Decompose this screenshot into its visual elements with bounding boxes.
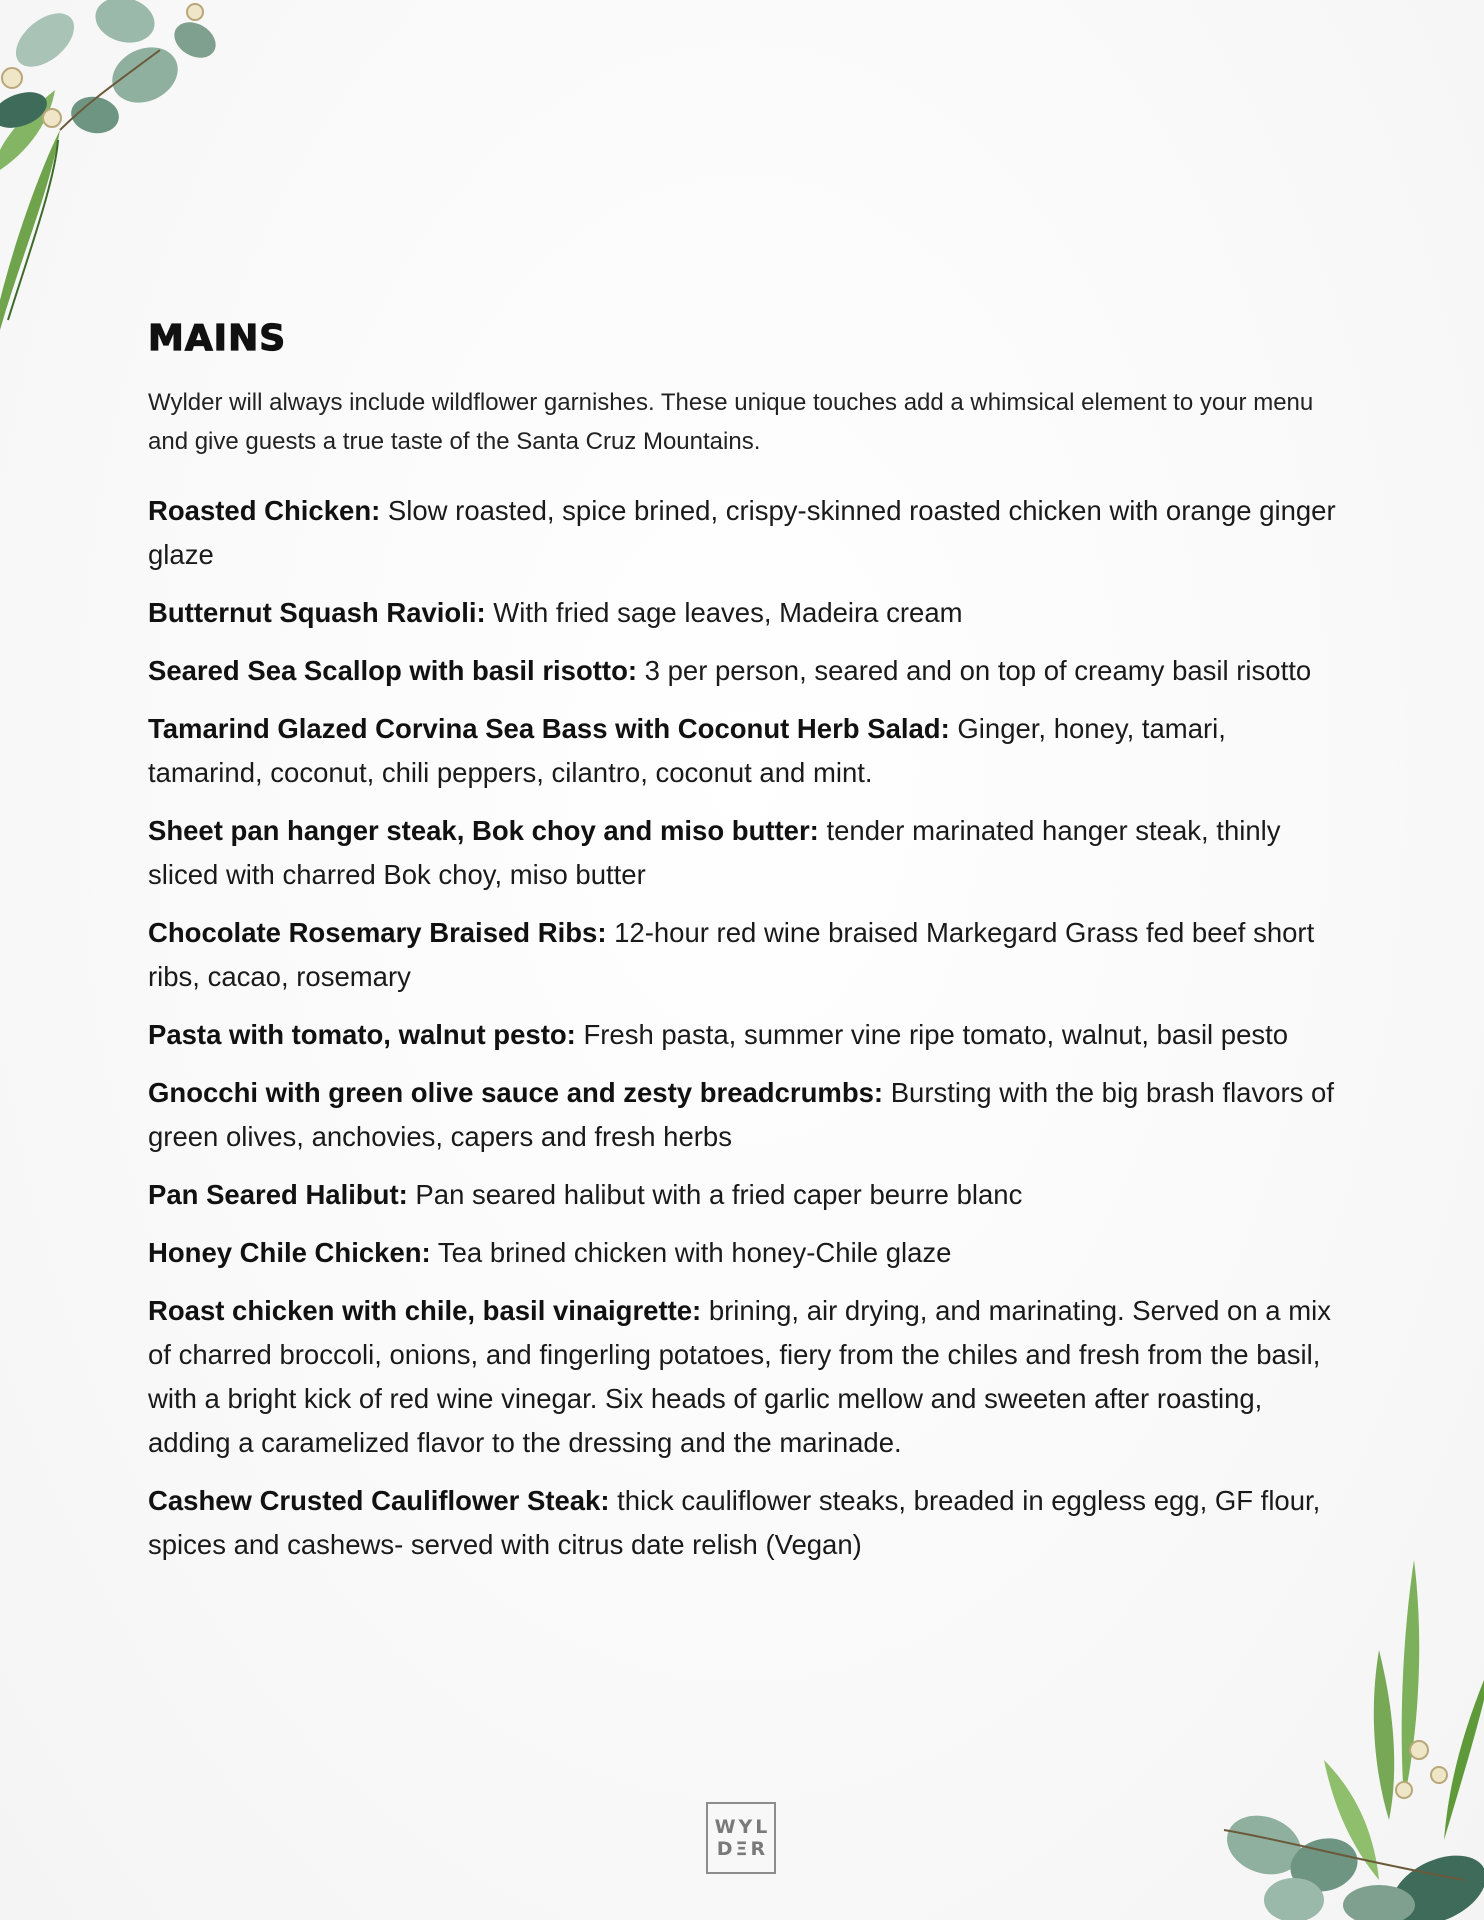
dish-name: Butternut Squash Ravioli: — [148, 597, 486, 628]
dish-name: Sheet pan hanger steak, Bok choy and miso butter: — [148, 815, 819, 846]
dish-name: Roast chicken with chile, basil vinaigrette: — [148, 1295, 702, 1326]
wylder-logo — [706, 1802, 776, 1874]
dish-item — [148, 707, 1348, 795]
dish-item — [148, 1289, 1348, 1465]
leaf-icon — [1219, 1560, 1484, 1920]
dish-name: Cashew Crusted Cauliflower Steak: — [148, 1485, 610, 1516]
dish-description: Pan seared halibut with a fried caper beurre blanc — [407, 1179, 1023, 1210]
dish-description: With fried sage leaves, Madeira cream — [485, 597, 963, 628]
dish-description: brining, air drying, and marinating. Served on a mix of charred broccoli, onions, and fingerling potatoes, fiery from the chiles and fresh from the basil, with a bright kick of red wine vinegar. Six heads of garlic mellow and sweeten after roasting, adding a caramelized flavor to the dressing and the marinade. — [148, 1295, 1331, 1458]
dish-item — [148, 809, 1348, 897]
dish-item — [148, 1231, 1348, 1275]
dish-description: 12-hour red wine braised Markegard Grass fed beef short ribs, cacao, rosemary — [148, 917, 1315, 992]
dish-item — [148, 1479, 1348, 1567]
logo-line-2: DΞR — [716, 1838, 769, 1860]
dish-name: Gnocchi with green olive sauce and zesty breadcrumbs: — [148, 1077, 884, 1108]
eucalyptus-leaves-decoration-bottom-right — [1204, 1560, 1484, 1920]
dish-item — [148, 649, 1348, 693]
dish-name: Pasta with tomato, walnut pesto: — [148, 1019, 576, 1050]
dish-name: Honey Chile Chicken: — [148, 1237, 431, 1268]
dish-item — [148, 911, 1348, 999]
dish-description: Ginger, honey, tamari, tamarind, coconut, chili peppers, cilantro, coconut and mint. — [148, 713, 1226, 788]
dish-item — [148, 1173, 1348, 1217]
dish-name: Tamarind Glazed Corvina Sea Bass with Coconut Herb Salad: — [148, 713, 950, 744]
dish-description: Bursting with the big brash flavors of green olives, anchovies, capers and fresh herbs — [148, 1077, 1334, 1152]
dish-item — [148, 1071, 1348, 1159]
dish-description: tender marinated hanger steak, thinly sliced with charred Bok choy, miso butter — [148, 815, 1281, 890]
intro-text: Wylder will always include wildflower garnishes. These unique touches add a whimsical element to your menu and give guests a true taste of the Santa Cruz Mountains. — [148, 389, 1314, 455]
dish-description: 3 per person, seared and on top of creamy basil risotto — [637, 655, 1312, 686]
eucalyptus-leaves-decoration-top-left — [0, 0, 250, 330]
dish-item — [148, 1013, 1348, 1057]
dish-name: Pan Seared Halibut: — [148, 1179, 408, 1210]
dish-item — [148, 591, 1348, 635]
dish-description: Tea brined chicken with honey-Chile glaze — [430, 1237, 952, 1268]
dish-name: Chocolate Rosemary Braised Ribs: — [148, 917, 607, 948]
dish-item — [148, 489, 1348, 577]
section-title: MAINS — [148, 318, 287, 359]
dish-name: Roasted Chicken: — [148, 495, 381, 526]
dish-description: Fresh pasta, summer vine ripe tomato, walnut, basil pesto — [575, 1019, 1289, 1050]
leaf-icon — [0, 0, 222, 330]
menu-content — [148, 318, 1348, 1581]
dish-description: thick cauliflower steaks, breaded in eggless egg, GF flour, spices and cashews- served with citrus date relish (Vegan) — [148, 1485, 1321, 1560]
dish-name: Seared Sea Scallop with basil risotto: — [148, 655, 638, 686]
logo-line-1: WYL — [714, 1816, 771, 1838]
dish-description: Slow roasted, spice brined, crispy-skinned roasted chicken with orange ginger glaze — [148, 495, 1336, 570]
